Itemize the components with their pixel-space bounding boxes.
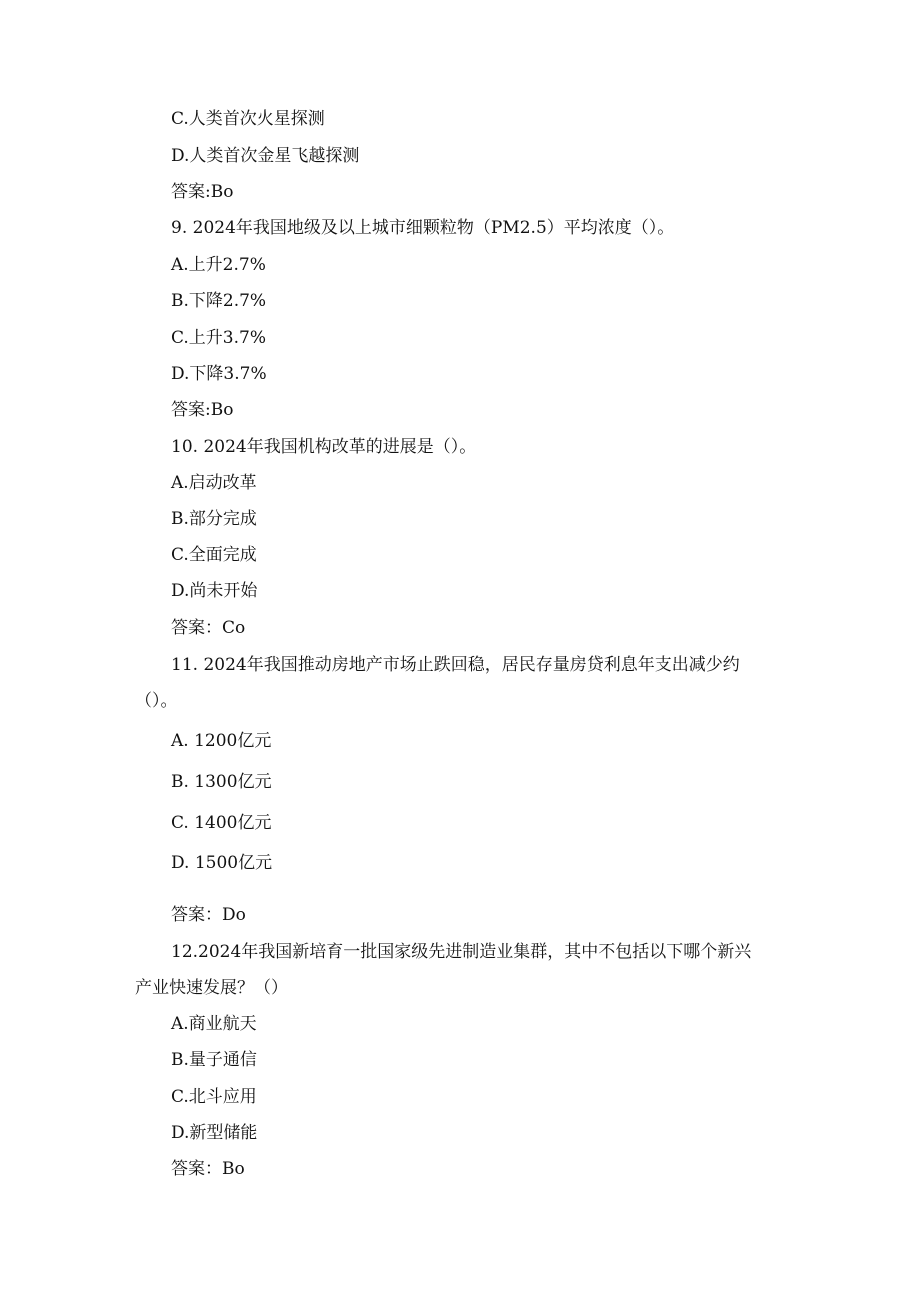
option-9c: C.上升3.7% [171,328,266,348]
option-10b: B.部分完成 [171,509,257,529]
option-11c: C. 1400亿元 [171,813,272,833]
option-9b: B.下降2.7% [171,291,267,311]
option-12d: D.新型储能 [171,1123,258,1143]
option-12a: A.商业航天 [171,1014,257,1034]
answer-10: 答案：Co [171,618,246,638]
option-8c: C.人类首次火星探测 [171,109,325,129]
question-12-continued: 产业快速发展？（） [135,978,288,998]
answer-12: 答案：Bo [171,1159,245,1179]
option-10d: D.尚未开始 [171,581,258,601]
question-11: 11. 2024年我国推动房地产市场止跌回稳，居民存量房贷利息年支出减少约 [171,655,740,675]
option-9a: A.上升2.7% [171,255,266,275]
question-11-continued: （）。 [135,691,178,711]
option-11d: D. 1500亿元 [171,853,273,873]
option-12c: C.北斗应用 [171,1087,257,1107]
option-9d: D.下降3.7% [171,364,267,384]
option-10a: A.启动改革 [171,473,257,493]
answer-9: 答案:Bo [171,400,234,420]
question-12: 12.2024年我国新培育一批国家级先进制造业集群，其中不包括以下哪个新兴 [171,942,752,962]
question-9: 9. 2024年我国地级及以上城市细颗粒物（PM2.5）平均浓度（）。 [171,218,675,238]
answer-11: 答案：Do [171,905,246,925]
question-10: 10. 2024年我国机构改革的进展是（）。 [171,437,477,457]
answer-8: 答案:Bo [171,182,234,202]
option-8d: D.人类首次金星飞越探测 [171,146,360,166]
option-11a: A. 1200亿元 [171,731,272,751]
option-11b: B. 1300亿元 [171,772,272,792]
option-10c: C.全面完成 [171,545,257,565]
option-12b: B.量子通信 [171,1050,257,1070]
